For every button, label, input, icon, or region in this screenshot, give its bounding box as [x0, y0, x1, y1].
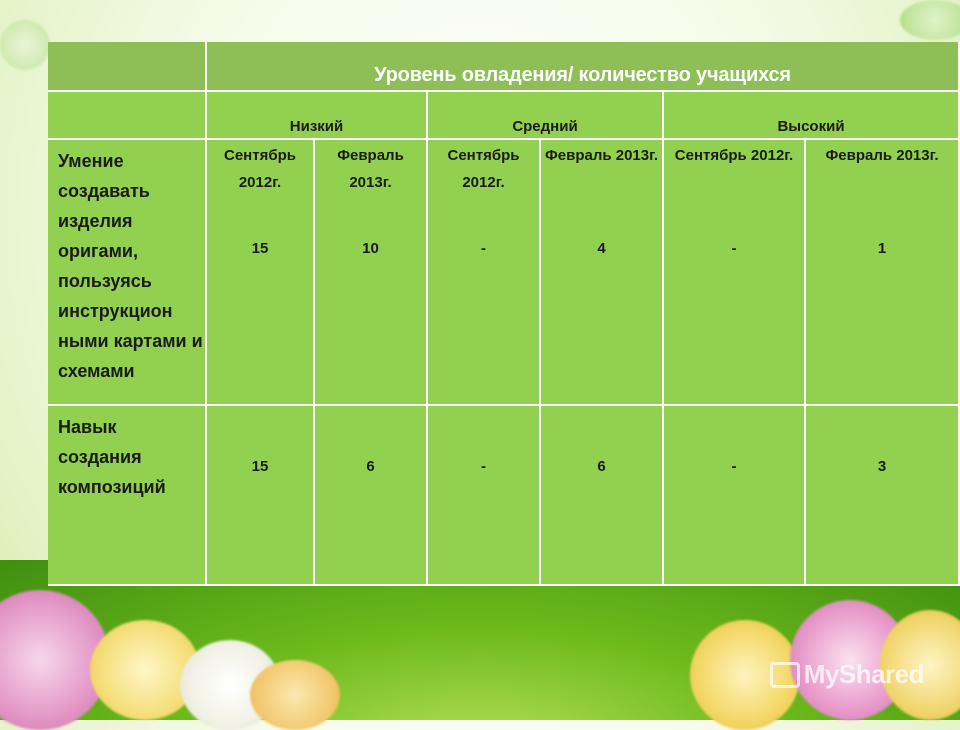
- level-low: Низкий: [207, 92, 428, 140]
- table-cell: [806, 140, 960, 406]
- cell-value: 1: [877, 240, 887, 257]
- row-label: Умение создавать изделия оригами, пользуясь инструкцион ными картами и схемами: [48, 140, 207, 406]
- cell-value: -: [731, 240, 737, 257]
- cell-value: -: [731, 458, 737, 475]
- month-label: Февраль 2013г.: [825, 147, 939, 164]
- table-title-cell: [207, 42, 960, 92]
- corner-cell-2: [48, 92, 207, 140]
- table-cell: [315, 140, 428, 406]
- corner-cell: [48, 42, 207, 92]
- table-cell: [315, 406, 428, 586]
- cell-value: -: [481, 458, 486, 475]
- presentation-icon: [770, 662, 800, 688]
- table-cell: [428, 140, 541, 406]
- cell-value: 15: [251, 240, 269, 257]
- table-cell: [806, 406, 960, 586]
- cell-value: 3: [877, 458, 887, 475]
- table-cell: [664, 140, 806, 406]
- cell-value: 4: [597, 240, 606, 257]
- month-label: Сентябрь 2012г.: [447, 147, 520, 191]
- month-label: Февраль 2013г.: [337, 147, 404, 191]
- month-label: Февраль 2013г.: [544, 147, 659, 164]
- table-cell: [207, 140, 315, 406]
- cell-value: 6: [597, 458, 606, 475]
- table-cell: [541, 406, 664, 586]
- cell-value: 15: [251, 458, 269, 475]
- table-cell: [664, 406, 806, 586]
- table-cell: [541, 140, 664, 406]
- cell-value: -: [481, 240, 486, 257]
- flower-decoration: [900, 0, 960, 40]
- table-title: Уровень овладения/ количество учащихся: [374, 64, 791, 86]
- watermark-logo: MyShared: [803, 659, 924, 689]
- row-label: Навык создания композиций: [48, 406, 207, 586]
- flower-decoration: [0, 20, 50, 70]
- level-high: Высокий: [664, 92, 960, 140]
- results-table: [48, 42, 960, 586]
- level-medium: Средний: [428, 92, 664, 140]
- cell-value: 10: [362, 240, 379, 257]
- month-label: Сентябрь 2012г.: [674, 147, 794, 164]
- month-label: Сентябрь 2012г.: [224, 147, 296, 191]
- table-cell: [207, 406, 315, 586]
- table-cell: [428, 406, 541, 586]
- cell-value: 6: [366, 458, 375, 475]
